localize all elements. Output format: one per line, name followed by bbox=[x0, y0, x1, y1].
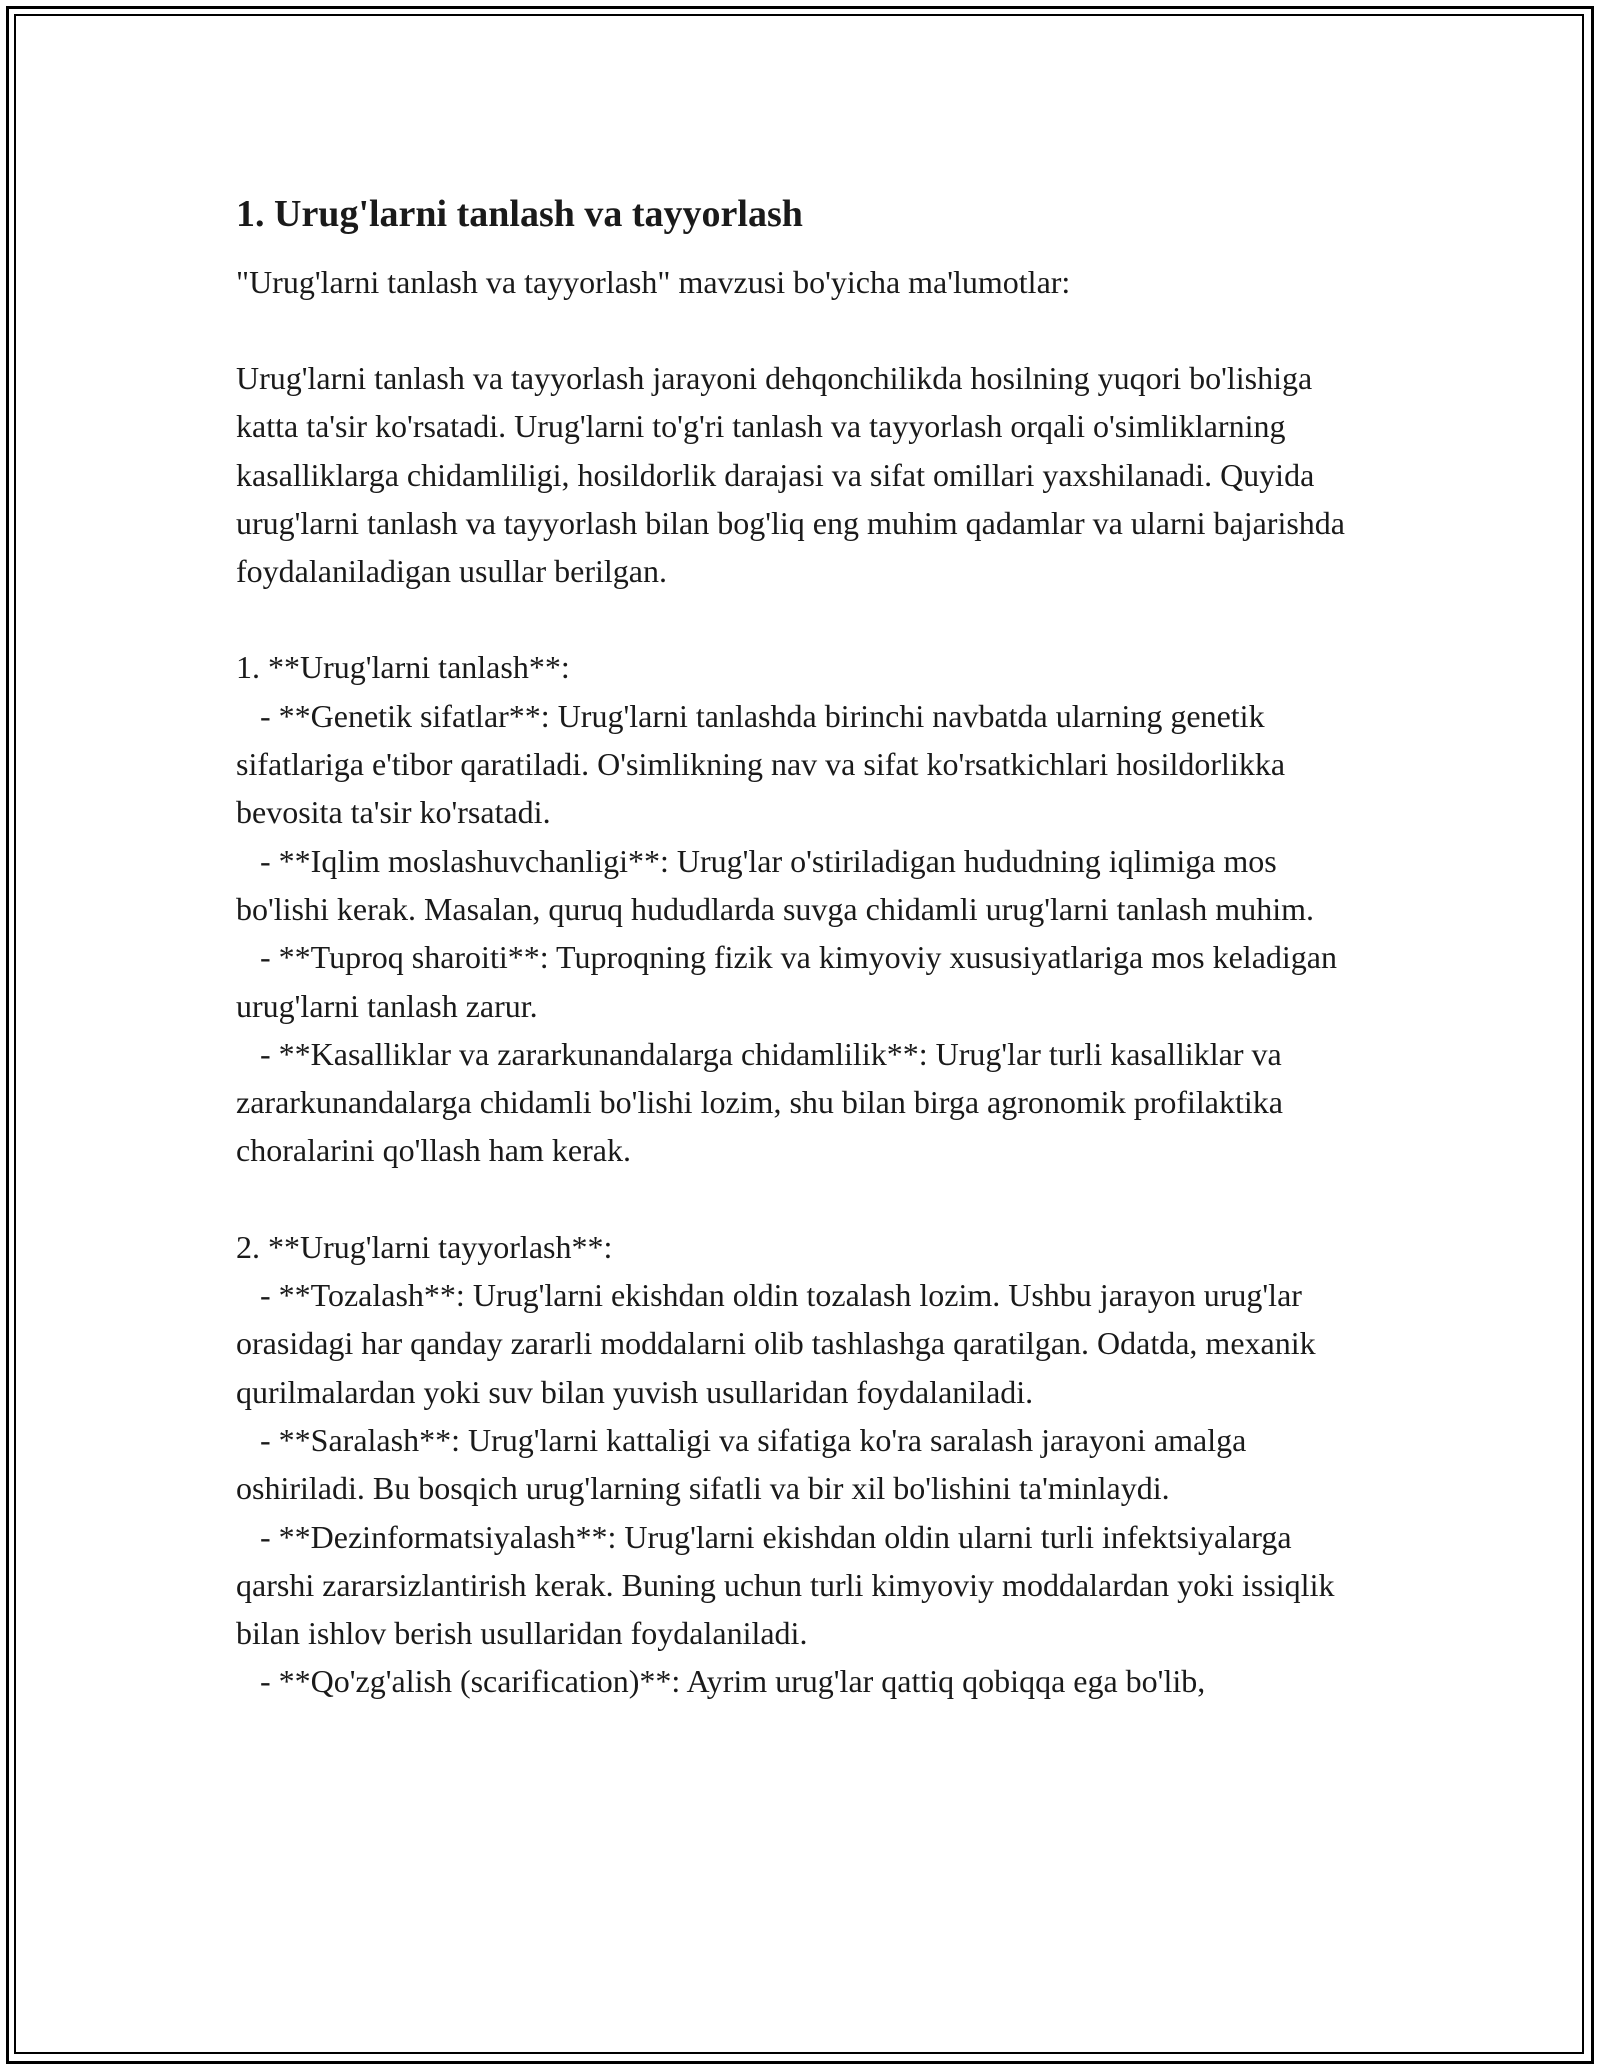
list-item: - **Kasalliklar va zararkunandalarga chidamlilik**: Urug'lar turli kasalliklar va zararkunandalarga chidamli bo'lishi lozim, shu bilan birga agronomik profilaktika choralarini qo'llash ham kerak. bbox=[236, 1035, 1291, 1169]
section-heading: 1. **Urug'larni tanlash**: bbox=[236, 649, 570, 686]
document-page bbox=[236, 188, 1376, 1706]
list-item: - **Dezinformatsiyalash**: Urug'larni ekishdan oldin ularni turli infektsiyalarga qarshi zararsizlantirish kerak. Buning uchun turli kimyoviy moddalardan yoki issiqlik bilan ishlov berish usullaridan foydalaniladi. bbox=[236, 1518, 1343, 1652]
list-item: - **Qo'zg'alish (scarification)**: Ayrim urug'lar qattiq qobiqqa ega bo'lib, bbox=[236, 1663, 1206, 1700]
list-item: - **Tozalash**: Urug'larni ekishdan oldin tozalash lozim. Ushbu jarayon urug'lar orasidagi har qanday zararli moddalarni olib tashlashga qaratilgan. Odatda, mexanik qurilmalardan yoki suv bilan yuvish usullaridan foydalaniladi. bbox=[236, 1277, 1324, 1410]
intro-line: "Urug'larni tanlash va tayyorlash" mavzusi bo'yicha ma'lumotlar: bbox=[236, 264, 1071, 300]
list-item: - **Iqlim moslashuvchanligi**: Urug'lar o'stiriladigan hududning iqlimiga mos bo'lishi kerak. Masalan, quruq hududlarda suvga chidamli urug'larni tanlash muhim. bbox=[236, 842, 1314, 927]
section-seed-selection bbox=[236, 643, 1376, 1174]
section-heading: 2. **Urug'larni tayyorlash**: bbox=[236, 1228, 613, 1265]
list-item: - **Tuproq sharoiti**: Tuproqning fizik va kimyoviy xususiyatlariga mos keladigan urug'larni tanlash zarur. bbox=[236, 939, 1345, 1024]
intro-paragraph: Urug'larni tanlash va tayyorlash jarayoni dehqonchilikda hosilning yuqori bo'lishiga katta ta'sir ko'rsatadi. Urug'larni to'g'ri tanlash va tayyorlash orqali o'simliklarning kasalliklarga chidamliligi, hosildorlik darajasi va sifat omillari yaxshilanadi. Quyida urug'larni tanlash va tayyorlash bilan bog'liq eng muhim qadamlar va ularni bajarishda foydalaniladigan usullar berilgan. bbox=[236, 360, 1345, 590]
list-item: - **Genetik sifatlar**: Urug'larni tanlashda birinchi navbatda ularning genetik sifatlariga e'tibor qaratiladi. O'simlikning nav va sifat ko'rsatkichlari hosildorlikka bevosita ta'sir ko'rsatadi. bbox=[236, 697, 1294, 831]
list-item: - **Saralash**: Urug'larni kattaligi va sifatiga ko'ra saralash jarayoni amalga oshiriladi. Bu bosqich urug'larning sifatli va bir xil bo'lishini ta'minlaydi. bbox=[236, 1421, 1255, 1507]
section-seed-preparation bbox=[236, 1223, 1376, 1706]
document-title: 1. Urug'larni tanlash va tayyorlash bbox=[236, 193, 803, 235]
